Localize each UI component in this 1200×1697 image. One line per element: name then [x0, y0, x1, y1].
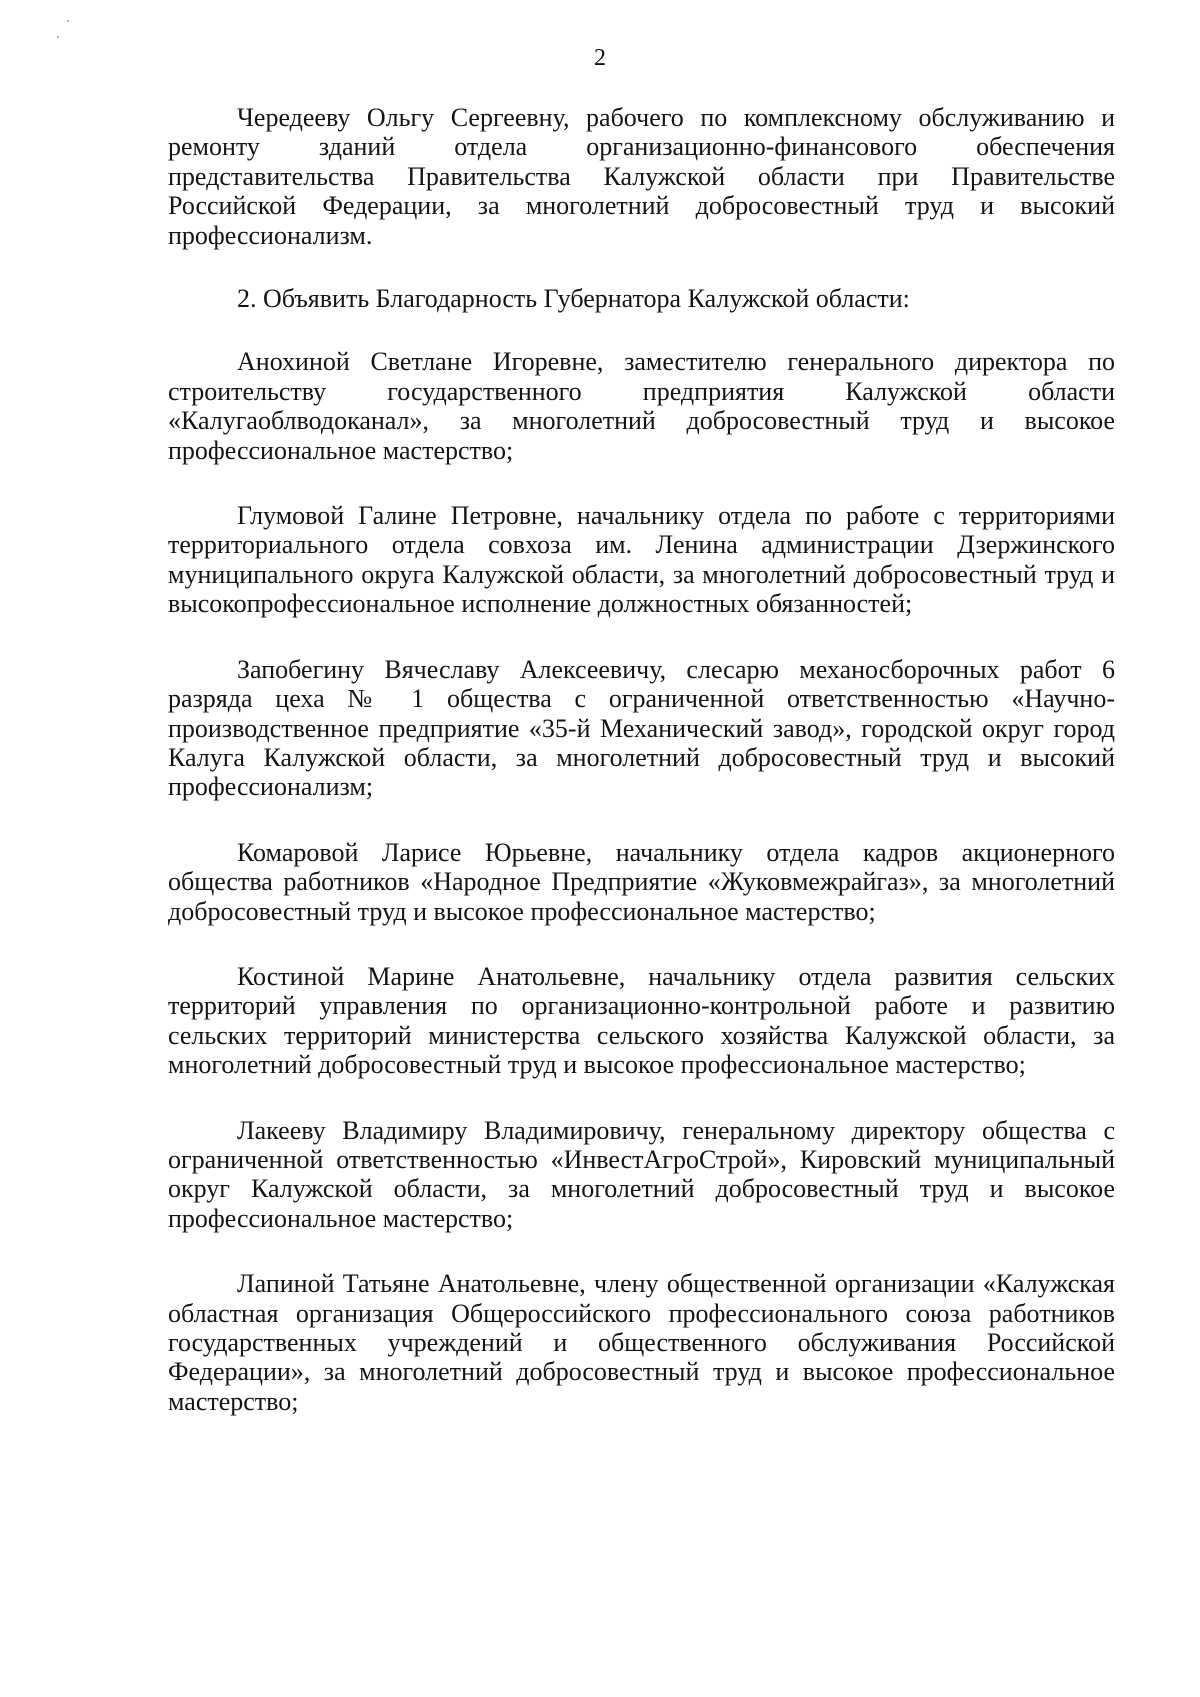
document-body — [168, 103, 1115, 1416]
section-heading-paragraph: 2. Объявить Благодарность Губернатора Калужской области: — [237, 284, 910, 314]
award-entry-paragraph: Чередееву Ольгу Сергеевну, рабочего по комплексному обслуживанию и ремонту зданий отдела организационно-финансового обеспечения представительства Правительства Калужской области при Правительстве Российской Федерации, за многолетний добросовестный труд и высокий профессионализм. — [168, 103, 1115, 250]
award-entry-paragraph: Лакееву Владимиру Владимировичу, генеральному директору общества с ограниченной ответственностью «ИнвестАгроСтрой», Кировский муниципальный округ Калужской области, за многолетний добросовестный труд и высокое профессиональное мастерство; — [168, 1115, 1115, 1233]
scan-speck — [57, 36, 59, 38]
page-number: 2 — [594, 45, 606, 71]
award-entry-paragraph: Лапиной Татьяне Анатольевне, члену общественной организации «Калужская областная организация Общероссийского профессионального союза работников государственных учреждений и общественного обслуживания Российской Федерации», за многолетний добросовестный труд и высокое профессиональное мастерство; — [168, 1269, 1115, 1416]
award-entry-paragraph: Комаровой Ларисе Юрьевне, начальнику отдела кадров акционерного общества работников «Народное Предприятие «Жуковмежрайгаз», за многолетний добросовестный труд и высокое профессиональное мастерство; — [168, 837, 1115, 926]
award-entry-paragraph: Костиной Марине Анатольевне, начальнику отдела развития сельских территорий управления по организационно-контрольной работе и развитию сельских территорий министерства сельского хозяйства Калужской области, за многолетний добросовестный труд и высокое профессиональное мастерство; — [168, 961, 1115, 1080]
award-entry-paragraph: Запобегину Вячеславу Алексеевичу, слесарю механосборочных работ 6 разряда цеха № 1 общества с ограниченной ответственностью «Научно-производственное предприятие «35-й Механический завод», городской округ город Калуга Калужской области, за многолетний добросовестный труд и высокий профессионализм; — [168, 654, 1115, 802]
award-entry-paragraph: Анохиной Светлане Игоревне, заместителю генерального директора по строительству государственного предприятия Калужской области «Калугаоблводоканал», за многолетний добросовестный труд и высокое профессиональное мастерство; — [168, 347, 1115, 465]
award-entry-paragraph: Глумовой Галине Петровне, начальнику отдела по работе с территориями территориального отдела совхоза им. Ленина администрации Дзержинского муниципального округа Калужской области, за многолетний добросовестный труд и высокопрофессиональное исполнение должностных обязанностей; — [168, 501, 1115, 619]
scan-speck — [67, 20, 69, 22]
